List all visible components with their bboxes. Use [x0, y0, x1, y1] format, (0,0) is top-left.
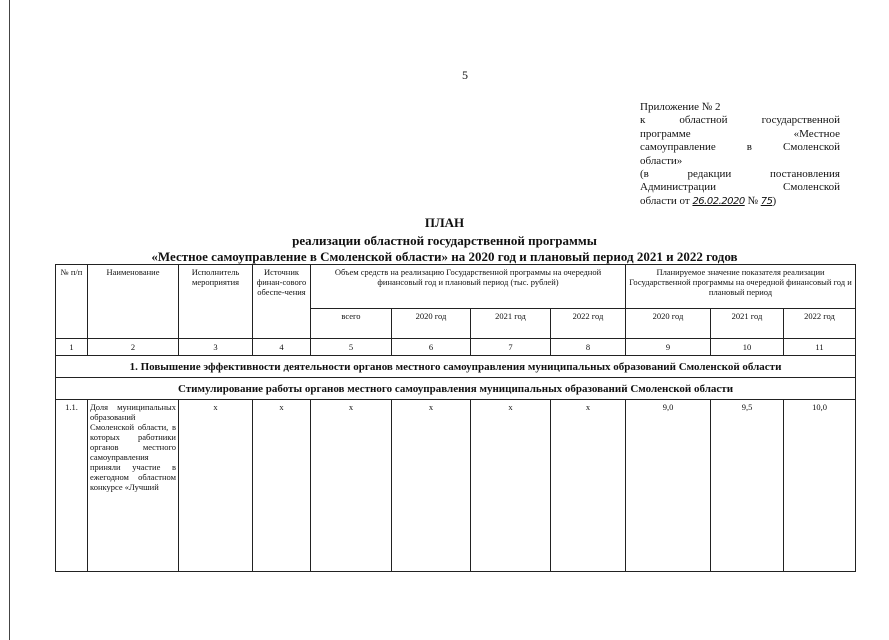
column-number: 4: [253, 339, 311, 356]
page-number: 5: [462, 68, 468, 82]
date-prefix: области от: [640, 194, 690, 207]
row-indicator-2021: 9,5: [711, 400, 784, 572]
header-executor: Исполнитель мероприятия: [179, 265, 253, 339]
row-funds-2020: х: [392, 400, 471, 572]
header-total: всего: [311, 309, 392, 339]
header-source: Источник финан-сового обеспе-чения: [253, 265, 311, 339]
row-funds-2022: х: [551, 400, 626, 572]
column-number: 5: [311, 339, 392, 356]
column-number: 9: [626, 339, 711, 356]
appendix-line-date: [640, 195, 840, 208]
column-number: 1: [56, 339, 88, 356]
appendix-line: самоуправление в Смоленской: [640, 141, 840, 154]
section-title: 1. Повышение эффективности деятельности органов местного самоуправления муниципальных образований Смоленской области: [56, 356, 856, 378]
appendix-line: программе «Местное: [640, 127, 840, 140]
column-number: 2: [88, 339, 179, 356]
row-num: 1.1.: [56, 400, 88, 572]
header-funds-2022: 2022 год: [551, 309, 626, 339]
subsection-title: Стимулирование работы органов местного самоуправления муниципальных образований Смоленской области: [56, 378, 856, 400]
plan-table: [55, 264, 856, 572]
row-source: х: [253, 400, 311, 572]
table-row: [56, 400, 856, 572]
row-executor: х: [179, 400, 253, 572]
row-indicator-2020: 9,0: [626, 400, 711, 572]
column-numbers-row: [56, 339, 856, 356]
column-number: 8: [551, 339, 626, 356]
header-indicator-2021: 2021 год: [711, 309, 784, 339]
header-funds-2021: 2021 год: [471, 309, 551, 339]
header-name: Наименование: [88, 265, 179, 339]
close-paren: ): [772, 194, 777, 207]
column-number: 6: [392, 339, 471, 356]
header-indicator-2020: 2020 год: [626, 309, 711, 339]
header-num: № п/п: [56, 265, 88, 339]
row-name: Доля муниципальных образований Смоленской области, в которых работники органов местного самоуправления приняли участие в ежегодном областном конкурсе «Лучший: [88, 400, 179, 572]
row-funds-2021: х: [471, 400, 551, 572]
plan-title: ПЛАН: [424, 215, 465, 230]
header-indicator-2022: 2022 год: [784, 309, 856, 339]
column-number: 11: [784, 339, 856, 356]
appendix-block: [640, 101, 840, 208]
appendix-line: к областной государственной: [640, 114, 840, 127]
header-indicator: Планируемое значение показателя реализации Государственной программы на очередной финансовый год и плановый период: [626, 265, 856, 309]
row-indicator-2022: 10,0: [784, 400, 856, 572]
header-funds: Объем средств на реализацию Государственной программы на очередной финансовый год и плановый период (тыс. рублей): [311, 265, 626, 309]
appendix-line: (в редакции постановления: [640, 168, 840, 181]
column-number: 7: [471, 339, 551, 356]
appendix-line: Приложение № 2: [640, 101, 721, 113]
page-edge-line: [9, 0, 10, 640]
column-number: 3: [179, 339, 253, 356]
number-sign: №: [747, 194, 758, 207]
header-funds-2020: 2020 год: [392, 309, 471, 339]
row-total: х: [311, 400, 392, 572]
column-number: 10: [711, 339, 784, 356]
handwritten-date: 26.02.2020: [692, 195, 745, 207]
appendix-line: области»: [640, 154, 683, 167]
appendix-line: Администрации Смоленской: [640, 181, 840, 194]
handwritten-number: 75: [760, 195, 773, 207]
plan-subtitle: реализации областной государственной программы: [292, 233, 597, 248]
plan-program-title: «Местное самоуправление в Смоленской области» на 2020 год и плановый период 2021 и 2022 годов: [151, 249, 738, 264]
